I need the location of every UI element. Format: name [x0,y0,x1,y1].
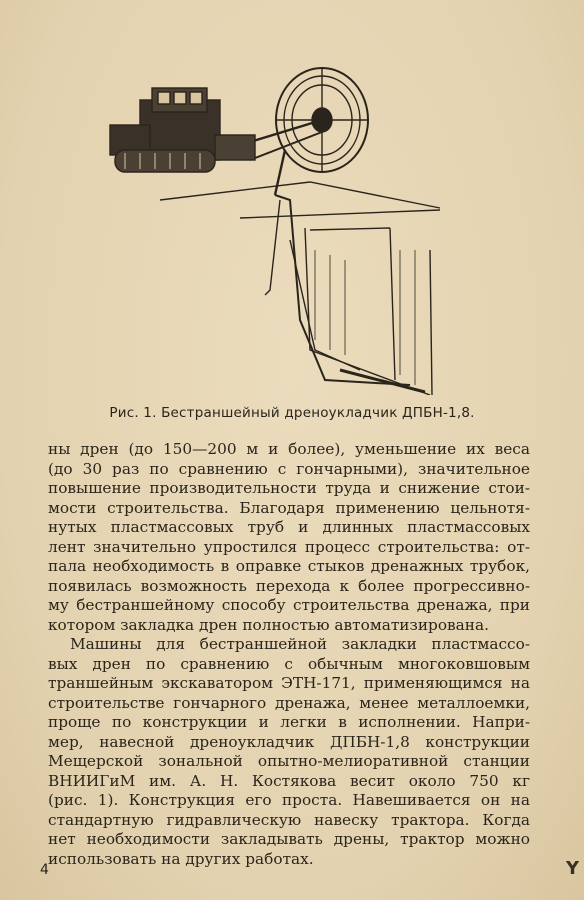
text-line: вых дрен по сравнению с обычным многоковшовым [48,654,530,673]
text-line: Машины для бестраншейной закладки пластмассо- [70,635,530,653]
text-line: использовать на других работах. [48,849,314,868]
text-line: нутых пластмассовых труб и длинных пластмассовых [48,518,530,536]
text-line: появилась возможность перехода к более прогрессивно- [48,576,530,595]
figure-caption: Рис. 1. Бестраншейный дреноукладчик ДПБН-1,8. [109,405,475,421]
text-line: Мещерской зональной опытно-мелиоративной станции [48,752,530,770]
text-line: нет необходимости закладывать дрены, трактор можно [48,830,530,848]
text-line: (до 30 раз по сравнению с гончарными), значительное [48,459,530,478]
text-line: проще по конструкции и легки в исполнении. Напри- [48,713,530,731]
text-line: му бестраншейному способу строительства дренажа, при [48,596,530,614]
text-line: ны дрен (до 150—200 м и более), уменьшение их веса [48,440,530,458]
body-text [48,440,530,869]
text-line: пала необходимость в оправке стыков дренажных трубок, [48,557,530,575]
figure-drainage-layer-illustration [100,50,460,395]
text-line: котором закладка дрен полностью автоматизирована. [48,615,489,634]
text-line: (рис. 1). Конструкция его проста. Навешивается он на [48,791,530,809]
text-line: мости строительства. Благодаря применению цельнотя- [48,498,530,517]
text-line: строительстве гончарного дренажа, менее металлоемки, [48,693,530,712]
text-line: ВНИИГиМ им. А. Н. Костякова весит около 750 кг [48,771,530,790]
text-line: лент значительно упростился процесс строительства: от- [48,537,530,556]
text-line: стандартную гидравлическую навеску трактора. Когда [48,810,530,829]
page-number: 4 [40,862,49,878]
edge-mark: Y [566,858,580,879]
text-line: мер, навесной дреноукладчик ДПБН-1,8 конструкции [48,732,530,751]
text-line: повышение производительности труда и снижение стои- [48,479,530,497]
text-line: траншейным экскаватором ЭТН-171, применяющимся на [48,674,530,692]
tractor-drain-layer-drawing [100,50,460,395]
